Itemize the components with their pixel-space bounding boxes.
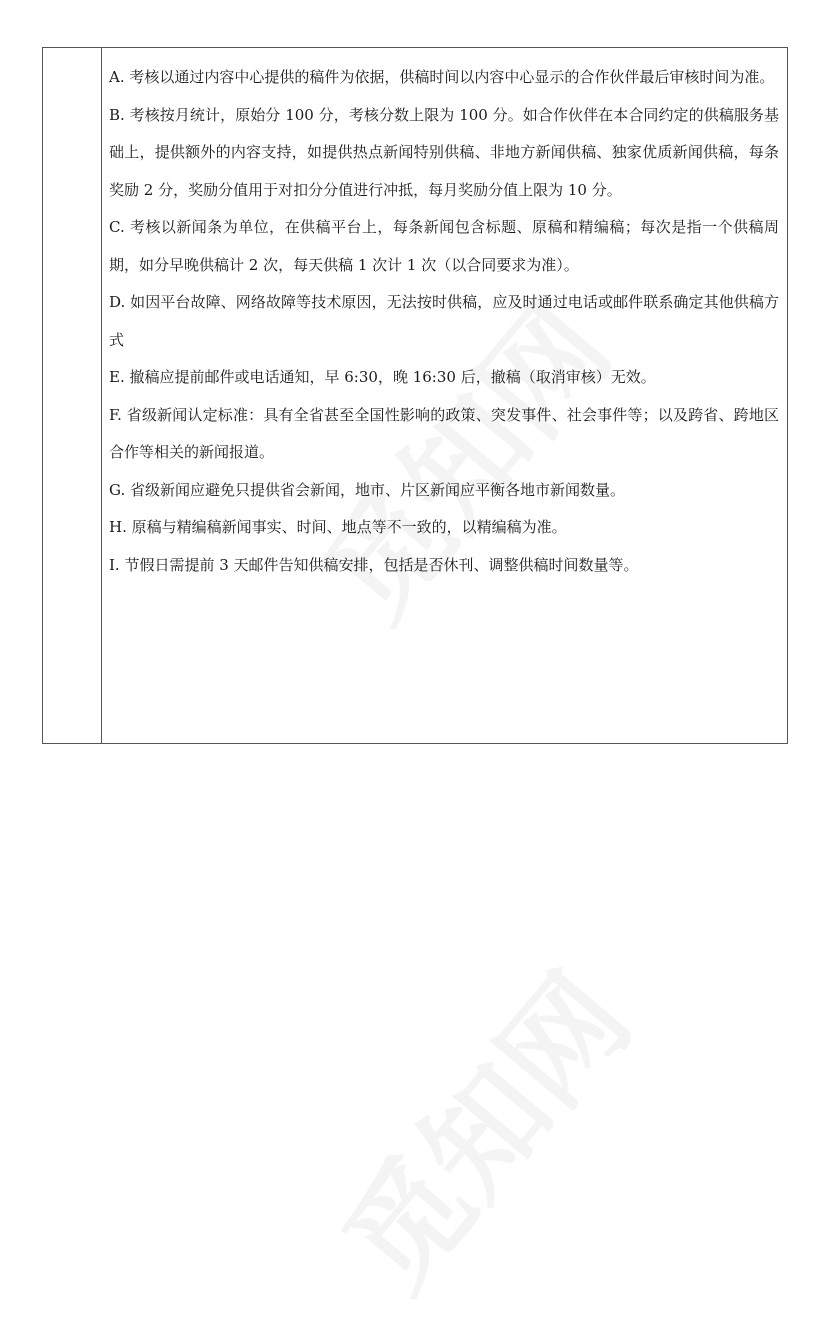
clause-b: B. 考核按月统计，原始分 100 分，考核分数上限为 100 分。如合作伙伴在本合同约定的供稿服务基础上，提供额外的内容支持，如提供热点新闻特别供稿、非地方新闻供稿、独家优质新闻供稿，每条奖励 2 分，奖励分值用于对扣分分值进行冲抵，每月奖励分值上限为 10 分。 <box>109 105 779 199</box>
clause-g: G. 省级新闻应避免只提供省会新闻，地市、片区新闻应平衡各地市新闻数量。 <box>109 480 625 499</box>
clause-a: A. 考核以通过内容中心提供的稿件为依据，供稿时间以内容中心显示的合作伙伴最后审核时间为准。 <box>109 68 775 86</box>
clause-h: H. 原稿与精编稿新闻事实、时间、地点等不一致的，以精编稿为准。 <box>109 518 567 536</box>
table-label-cell <box>43 48 102 743</box>
clause-f: F. 省级新闻认定标准：具有全省甚至全国性影响的政策、突发事件、社会事件等；以及跨省、跨地区合作等相关的新闻报道。 <box>109 405 779 461</box>
table-content-cell <box>109 59 779 584</box>
clause-e: E. 撤稿应提前邮件或电话通知，早 6:30，晚 16:30 后，撤稿（取消审核）无效。 <box>109 368 656 386</box>
watermark <box>298 933 661 1319</box>
clause-c: C. 考核以新闻条为单位，在供稿平台上，每条新闻包含标题、原稿和精编稿；每次是指一个供稿周期，如分早晚供稿计 2 次，每天供稿 1 次计 1 次（以合同要求为准）。 <box>109 218 779 274</box>
clause-d: D. 如因平台故障、网络故障等技术原因，无法按时供稿，应及时通过电话或邮件联系确定其他供稿方式 <box>109 293 779 349</box>
contract-table <box>42 47 788 744</box>
clause-i: I. 节假日需提前 3 天邮件告知供稿安排，包括是否休刊、调整供稿时间数量等。 <box>109 555 639 574</box>
